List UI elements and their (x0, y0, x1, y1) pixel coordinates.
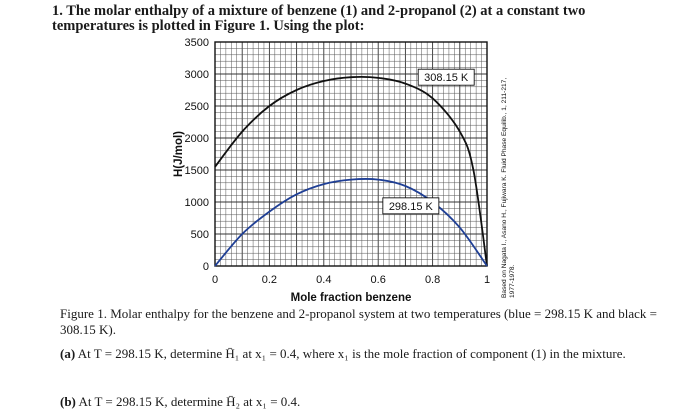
x-tick-label: 1 (483, 274, 491, 286)
y-tick-label: 2000 (184, 133, 209, 145)
y-tick-label: 3000 (184, 69, 209, 81)
y-tick-label: 500 (190, 229, 209, 241)
x-tick-label: 0.4 (316, 274, 332, 286)
problem-number: 1. (52, 3, 63, 19)
x-axis-label: Mole fraction benzene (290, 292, 412, 304)
source-note-line1: Based on Nagata I., Asano H., Fujiwara K. Fluid Phase Equilib., 1, 211-217, (501, 77, 508, 298)
series-annotation-label: 298.15 K (388, 200, 433, 213)
problem-text-line1: The molar enthalpy of a mixture of benzene (1) and 2-propanol (2) at a constant two (66, 3, 586, 19)
y-tick-label: 0 (202, 261, 209, 273)
question-a-label: (a) (60, 346, 76, 361)
problem-text-line2: temperatures is plotted in Figure 1. Using the plot: (52, 18, 365, 34)
y-tick-label: 1500 (184, 165, 209, 177)
x-tick-label: 0.6 (370, 274, 386, 286)
question-b (60, 394, 690, 410)
y-tick-label: 2500 (184, 101, 209, 113)
question-a (60, 346, 690, 362)
y-tick-label: 3500 (184, 37, 209, 49)
figure-caption: Figure 1. Molar enthalpy for the benzene and 2-propanol system at two temperatures (blue = 298.15 K and black = 308.15 K). (60, 306, 657, 337)
series-annotation-label: 308.15 K (424, 72, 469, 85)
y-axis-label: H(J/mol) (173, 131, 185, 177)
question-a-text: At T = 298.15 K, determine H̄₁ at x₁ = 0.4, where x₁ is the mole fraction of component (1) in the mixture. (77, 346, 626, 361)
x-tick-label: 0 (211, 274, 219, 286)
y-tick-label: 1000 (184, 197, 209, 209)
question-b-text: At T = 298.15 K, determine H̄₂ at x₁ = 0.4. (78, 394, 301, 409)
question-b-label: (b) (60, 394, 76, 409)
x-tick-label: 0.8 (424, 274, 441, 286)
source-note-line2: 1977-1978. (509, 264, 516, 298)
x-tick-label: 0.2 (261, 274, 278, 286)
